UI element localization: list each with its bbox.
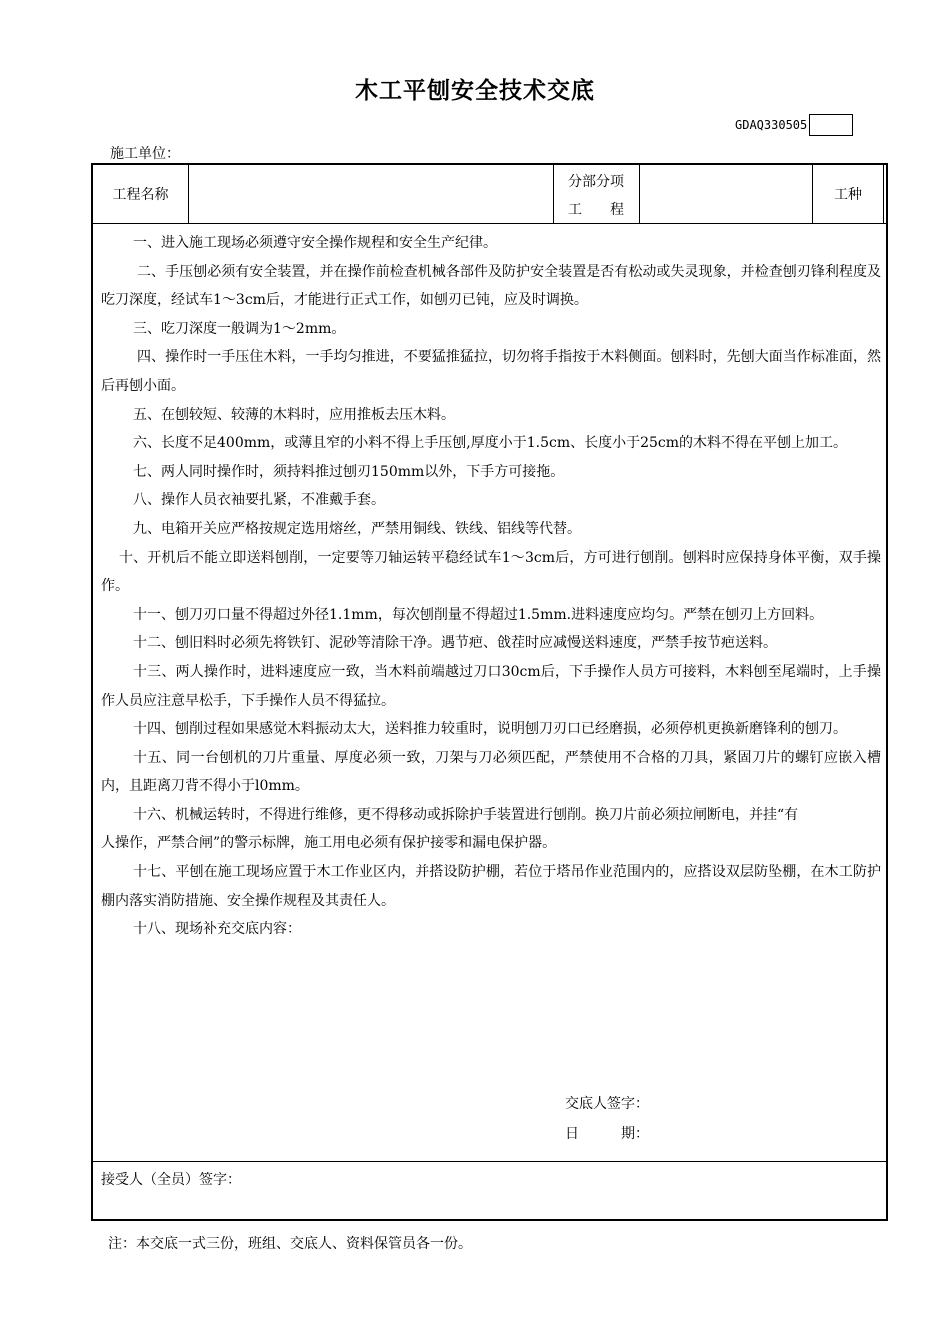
form-code: GDAQ330505 — [735, 118, 808, 132]
item-14: 十四、刨削过程如果感觉木料振动太大，送料推力较重时，说明刨刀刃口已经磨损，必须停机更换新磨锋利的刨刀。 — [133, 721, 847, 738]
project-name-field[interactable] — [189, 165, 553, 223]
item-6: 六、长度不足400mm，或薄且窄的小料不得上手压刨,厚度小于1.5cm、长度小于25cm的木料不得在平刨上加工。 — [133, 435, 848, 452]
form-code-row — [735, 112, 853, 138]
item-15: 十五、同一台刨机的刀片重量、厚度必须一致，刀架与刀必须匹配，严禁使用不合格的刀具，紧固刀片的螺钉应嵌入槽内，且距离刀背不得小于l0mm。 — [101, 749, 881, 795]
item-2: 二、手压刨必须有安全装置，并在操作前检查机械各部件及防护安全装置是否有松动或失灵现象，并检查刨刃锋利程度及吃刀深度，经试车1～3cm后，才能进行正式工作，如刨刃已钝，应及时调换。 — [101, 263, 881, 309]
footer-note: 注：本交底一式三份，班组、交底人、资料保管员各一份。 — [108, 1236, 472, 1252]
sub-project-field[interactable] — [640, 165, 812, 223]
sub-project-label-line1: 分部分项 — [568, 174, 624, 190]
disclosure-table — [91, 163, 888, 1221]
item-3: 三、吃刀深度一般调为1～2mm。 — [133, 320, 346, 337]
document-title: 木工平刨安全技术交底 — [355, 78, 595, 104]
trade-label: 工种 — [834, 187, 862, 203]
item-17: 十七、平刨在施工现场应置于木工作业区内，并搭设防护棚，若位于塔吊作业范围内的，应搭设双层防坠棚，在木工防护棚内落实消防措施、安全操作规程及其责任人。 — [101, 864, 881, 909]
item-7: 七、两人同时操作时，须持料推过刨刃150mm以外，下手方可接拖。 — [133, 463, 565, 480]
disclosure-content — [101, 229, 881, 944]
form-code-box[interactable] — [809, 114, 853, 136]
item-16-continued: 人操作，严禁合闸”的警示标牌，施工用电必须有保护接零和漏电保护器。 — [101, 835, 557, 852]
item-13: 十三、两人操作时，进料速度应一致，当木料前端越过刀口30cm后，下手操作人员方可接料，木料刨至尾端时，上手操作人员应注意早松手，下手操作人员不得猛拉。 — [101, 663, 881, 709]
item-8: 八、操作人员衣袖要扎紧，不准戴手套。 — [133, 492, 385, 509]
item-5: 五、在刨较短、较薄的木料时，应用推板去压木料。 — [133, 406, 455, 423]
header-row — [93, 165, 886, 224]
construction-unit-label: 施工单位： — [110, 146, 180, 162]
project-name-label: 工程名称 — [112, 187, 169, 203]
sub-project-label-line2: 工 程 — [568, 202, 624, 218]
item-10: 十、开机后不能立即送料刨削，一定要等刀轴运转平稳经试车1～3cm后，方可进行刨削。刨料时应保持身体平衡，双手操作。 — [101, 549, 881, 595]
date-label: 日 期： — [565, 1126, 649, 1142]
sub-project-label — [553, 165, 639, 223]
item-1: 一、进入施工现场必须遵守安全操作规程和安全生产纪律。 — [133, 235, 497, 251]
item-9: 九、电箱开关应严格按规定选用熔丝，严禁用铜线、铁线、铝线等代替。 — [133, 520, 581, 537]
signer-label: 交底人签字： — [565, 1096, 649, 1112]
item-18: 十八、现场补充交底内容： — [133, 921, 301, 938]
item-12: 十二、刨旧料时必须先将铁钉、泥砂等清除干净。遇节疤、戗茬时应减慢送料速度，严禁手按节疤送料。 — [133, 635, 777, 652]
section-divider — [93, 1161, 886, 1162]
item-16: 十六、机械运转时，不得进行维修，更不得移动或拆除护手装置进行刨削。换刀片前必须拉闸断电，并挂“有 — [133, 806, 799, 823]
item-11: 十一、刨刀刃口量不得超过外径1.1mm，每次刨削量不得超过1.5mm.进料速度应均匀。严禁在刨刃上方回料。 — [133, 606, 824, 623]
trade-field[interactable] — [884, 165, 888, 223]
receiver-signature-label: 接受人（全员）签字： — [101, 1172, 241, 1188]
item-4: 四、操作时一手压住木料，一手均匀推进，不要猛推猛拉，切勿将手指按于木料侧面。刨料时，先刨大面当作标准面，然后再刨小面。 — [101, 349, 881, 394]
